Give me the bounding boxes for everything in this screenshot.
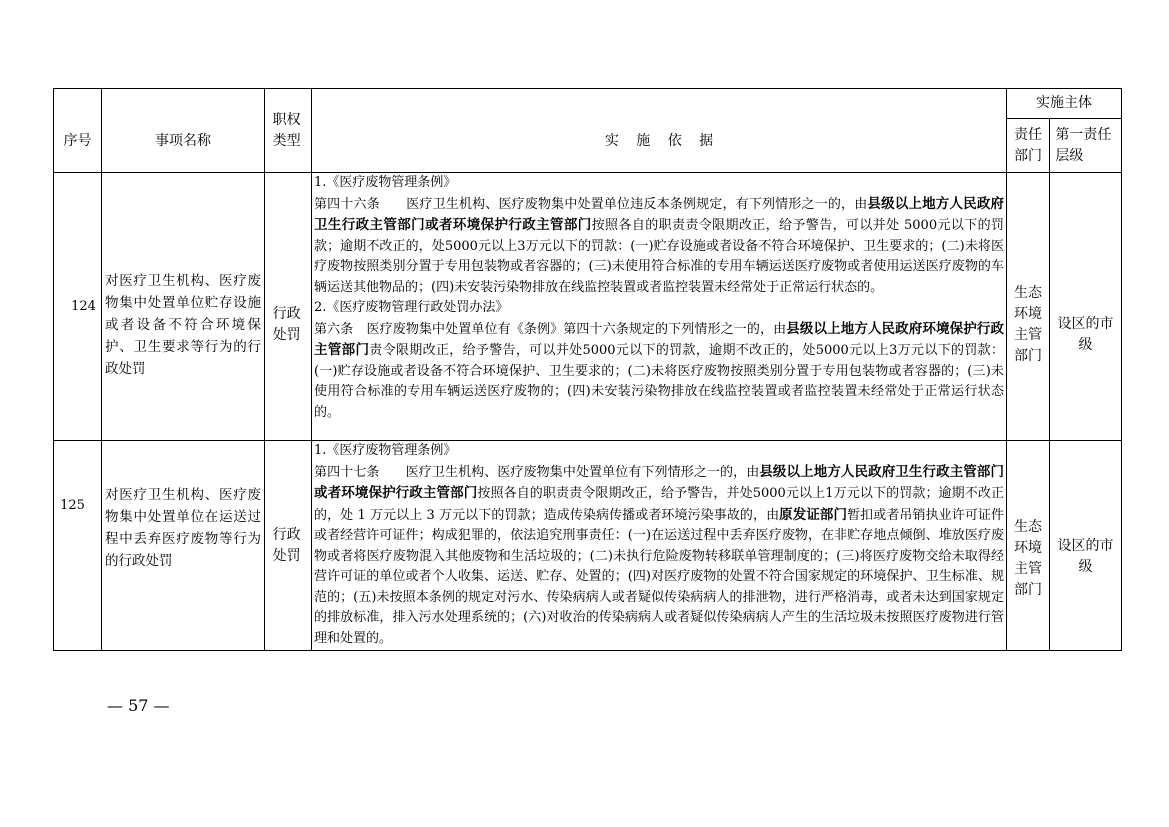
header-power-type-label: 职权类型 <box>272 111 301 149</box>
law-title-1: 1.《医疗废物管理条例》 <box>314 443 457 458</box>
responsible-dept <box>1007 441 1050 651</box>
power-type <box>265 173 312 441</box>
header-implementing-body: 实施主体 <box>1007 89 1122 119</box>
power-type-label: 行政处罚 <box>272 305 301 343</box>
page-number: — 57 — <box>107 696 170 715</box>
authority-emphasis: 县级以上地方人民政府环境保护行政主管部门 <box>314 320 1004 358</box>
article-text: 按照各自的职责责令限期改正，给予警告，并处5000元以上1万元以下的罚款；逾期不改正的，处 1 万元以上 3 万元以下的罚款；造成传染病传播或者环境污染事故的，由 <box>314 486 1005 523</box>
first-responsible-level-label: 设区的市级 <box>1057 537 1114 575</box>
responsible-dept-label: 生态环境主管部门 <box>1013 284 1042 364</box>
article-text: 第四十七条 医疗卫生机构、医疗废物集中处置单位有下列情形之一的，由 <box>314 464 760 480</box>
first-responsible-level-label: 设区的市级 <box>1057 315 1114 353</box>
item-name: 对医疗卫生机构、医疗废物集中处置单位贮存设施或者设备不符合环境保护、卫生要求等行为的行政处罚 <box>102 173 265 441</box>
authority-emphasis: 原发证部门 <box>779 506 848 523</box>
header-basis-label: 实 施 依 据 <box>604 133 714 149</box>
power-type-label: 行政处罚 <box>272 526 301 564</box>
authority-emphasis: 县级以上地方人民政府卫生行政主管部门或者环境保护行政主管部门 <box>314 463 1004 501</box>
law-title-1: 1.《医疗废物管理条例》 <box>314 175 457 190</box>
article-text: 第六条 医疗废物集中处置单位有《条例》第四十六条规定的下列情形之一的，由 <box>314 321 787 337</box>
row-index: 124 <box>54 173 102 441</box>
law-article-2 <box>314 319 1004 424</box>
article-text: 按照各自的职责责令限期改正，给予警告，可以并处 5000元以下的罚款；逾期不改正的，处5000元以上3万元以下的罚款：(一)贮存设施或者设备不符合环境保护、卫生要求的；(二)未将医疗废物按照类别分置于专用包装物或者容器的；(三)未使用符合标准的专用车辆运送医疗废物或者使用运送医疗废物的车辆运送其他物品的；(四)未安装污染物排放在线监控装置或者监控装置未经常处于正常运行状态的。 <box>314 218 1005 295</box>
header-first-level-label: 第一责任层级 <box>1055 126 1112 164</box>
first-responsible-level <box>1050 441 1122 651</box>
law-article-1 <box>314 462 1004 650</box>
header-responsible-dept <box>1007 119 1050 173</box>
responsible-dept <box>1007 173 1050 441</box>
implementation-basis <box>312 173 1007 441</box>
responsible-dept-label: 生态环境主管部门 <box>1013 518 1042 598</box>
item-name: 对医疗卫生机构、医疗废物集中处置单位在运送过程中丢弃医疗废物等行为的行政处罚 <box>102 441 265 651</box>
row-index: 125 <box>54 441 102 651</box>
law-article-1 <box>314 194 1004 299</box>
header-basis <box>312 89 1007 173</box>
article-text: 第四十六条 医疗卫生机构、医疗废物集中处置单位违反本条例规定，有下列情形之一的，由 <box>314 196 868 212</box>
header-first-level <box>1050 119 1122 173</box>
implementation-basis <box>312 441 1007 651</box>
article-text: 责令限期改正，给予警告，可以并处5000元以下的罚款，逾期不改正的，处5000元以上3万元以下的罚款：(一)贮存设施或者设备不符合环境保护、卫生要求的；(二)未将医疗废物按照类别分置于专用包装物或者容器的；(三)未使用符合标准的专用车辆运送医疗废物的；(四)未安装污染物排放在线监控装置或者监控装置未经常处于正常运行状态的。 <box>314 343 1004 420</box>
header-responsible-dept-label: 责任部门 <box>1013 126 1042 164</box>
power-type <box>265 441 312 651</box>
article-text: 暂扣或者吊销执业许可证件或者经营许可证件；构成犯罪的，依法追究刑事责任：(一)在运送过程中丢弃医疗废物，在非贮存地点倾倒、堆放医疗废物或者将医疗废物混入其他废物和生活垃圾的；(二)未执行危险废物转移联单管理制度的；(三)将医疗废物交给未取得经营许可证的单位或者个人收集、运送、贮存、处置的；(四)对医疗废物的处置不符合国家规定的环境保护、卫生标准、规范的；(五)未按照本条例的规定对污水、传染病病人或者疑似传染病病人的排泄物，进行严格消毒，或者未达到国家规定的排放标准，排入污水处理系统的；(六)对收治的传染病病人或者疑似传染病病人产生的生活垃圾未按照医疗废物进行管理和处置的。 <box>314 507 1004 646</box>
header-power-type <box>265 89 312 173</box>
table-row <box>54 441 1122 651</box>
law-title-2: 2.《医疗废物管理行政处罚办法》 <box>314 300 509 315</box>
implementation-table <box>53 88 1122 651</box>
first-responsible-level <box>1050 173 1122 441</box>
authority-emphasis: 县级以上地方人民政府卫生行政主管部门或者环境保护行政主管部门 <box>314 195 1004 233</box>
header-item-name: 事项名称 <box>102 89 265 173</box>
table-row <box>54 173 1122 441</box>
header-row <box>54 89 1122 119</box>
header-index: 序号 <box>54 89 102 173</box>
